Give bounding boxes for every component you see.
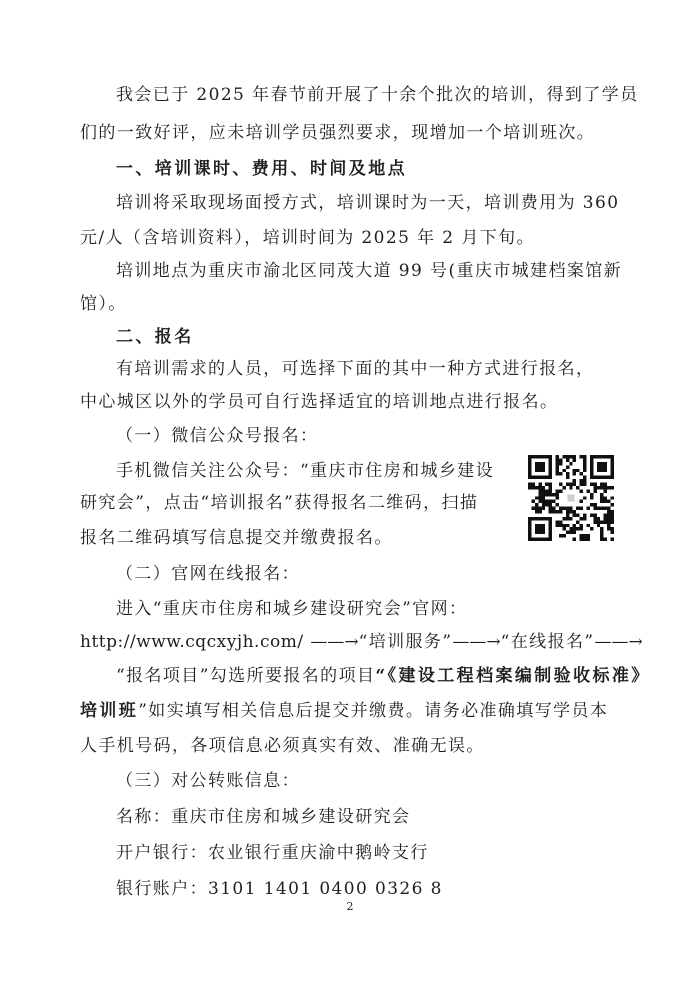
step-training-service: “培训服务” bbox=[358, 632, 453, 652]
location-line-2: 馆）。 bbox=[80, 294, 127, 314]
fee-line-1: 培训将采取现场面授方式，培训课时为一天，培训费用为 360 bbox=[116, 193, 620, 213]
submit-instructions: ”如实填写相关信息后提交并缴费。请务必准确填写学员本 bbox=[138, 701, 609, 721]
course-suffix-bold: 培训班 bbox=[80, 701, 139, 721]
arrow-right-icon: ——→ bbox=[452, 632, 501, 652]
method-3-heading: （三）对公转账信息： bbox=[116, 771, 300, 791]
register-line-2: 中心城区以外的学员可自行选择适宜的培训地点进行报名。 bbox=[80, 392, 559, 412]
method-2-heading: （二）官网在线报名： bbox=[116, 564, 300, 584]
wechat-line-3: 报名二维码填写信息提交并缴费报名。 bbox=[80, 528, 393, 548]
website-line-3 bbox=[116, 665, 651, 687]
account-name: 名称：重庆市住房和城乡建设研究会 bbox=[116, 807, 411, 827]
wechat-line-2: 研究会”，点击“培训报名”获得报名二维码，扫描 bbox=[80, 493, 479, 513]
section-2-heading: 二、报名 bbox=[116, 327, 194, 347]
bank-account-number: 银行账户：3101 1401 0400 0326 8 bbox=[116, 879, 443, 899]
section-1-heading: 一、培训课时、费用、时间及地点 bbox=[116, 159, 407, 179]
location-line-1: 培训地点为重庆市渝北区同茂大道 99 号(重庆市城建档案馆新 bbox=[116, 261, 623, 281]
intro-line-2: 们的一致好评，应未培训学员强烈要求，现增加一个培训班次。 bbox=[80, 123, 596, 143]
fee-line-2: 元/人（含培训资料），培训时间为 2025 年 2 月下旬。 bbox=[80, 228, 535, 248]
qr-code-icon[interactable] bbox=[528, 455, 614, 541]
arrow-right-icon: ——→ bbox=[594, 632, 643, 652]
arrow-right-icon: ——→ bbox=[310, 632, 359, 652]
course-name-bold: “《建设工程档案编制验收标准》 bbox=[375, 666, 651, 686]
website-line-4 bbox=[80, 700, 608, 722]
website-line-1: 进入“重庆市住房和城乡建设研究会”官网： bbox=[116, 599, 468, 619]
page-number: 2 bbox=[346, 900, 354, 913]
method-1-heading: （一）微信公众号报名： bbox=[116, 426, 319, 446]
bank-name: 开户银行：农业银行重庆渝中鹅岭支行 bbox=[116, 843, 429, 863]
register-line-1: 有培训需求的人员，可选择下面的其中一种方式进行报名， bbox=[116, 359, 595, 379]
step-online-registration: “在线报名” bbox=[500, 632, 595, 652]
intro-line-1: 我会已于 2025 年春节前开展了十余个批次的培训，得到了学员 bbox=[116, 85, 639, 105]
step-registration-project: “报名项目”勾选所要报名的项目 bbox=[116, 666, 376, 686]
wechat-line-1: 手机微信关注公众号：“重庆市住房和城乡建设 bbox=[116, 461, 495, 481]
website-steps-line bbox=[80, 631, 643, 653]
website-url-link[interactable]: http://www.cqcxyjh.com/ bbox=[80, 632, 304, 652]
website-line-5: 人手机号码，各项信息必须真实有效、准确无误。 bbox=[80, 736, 485, 756]
